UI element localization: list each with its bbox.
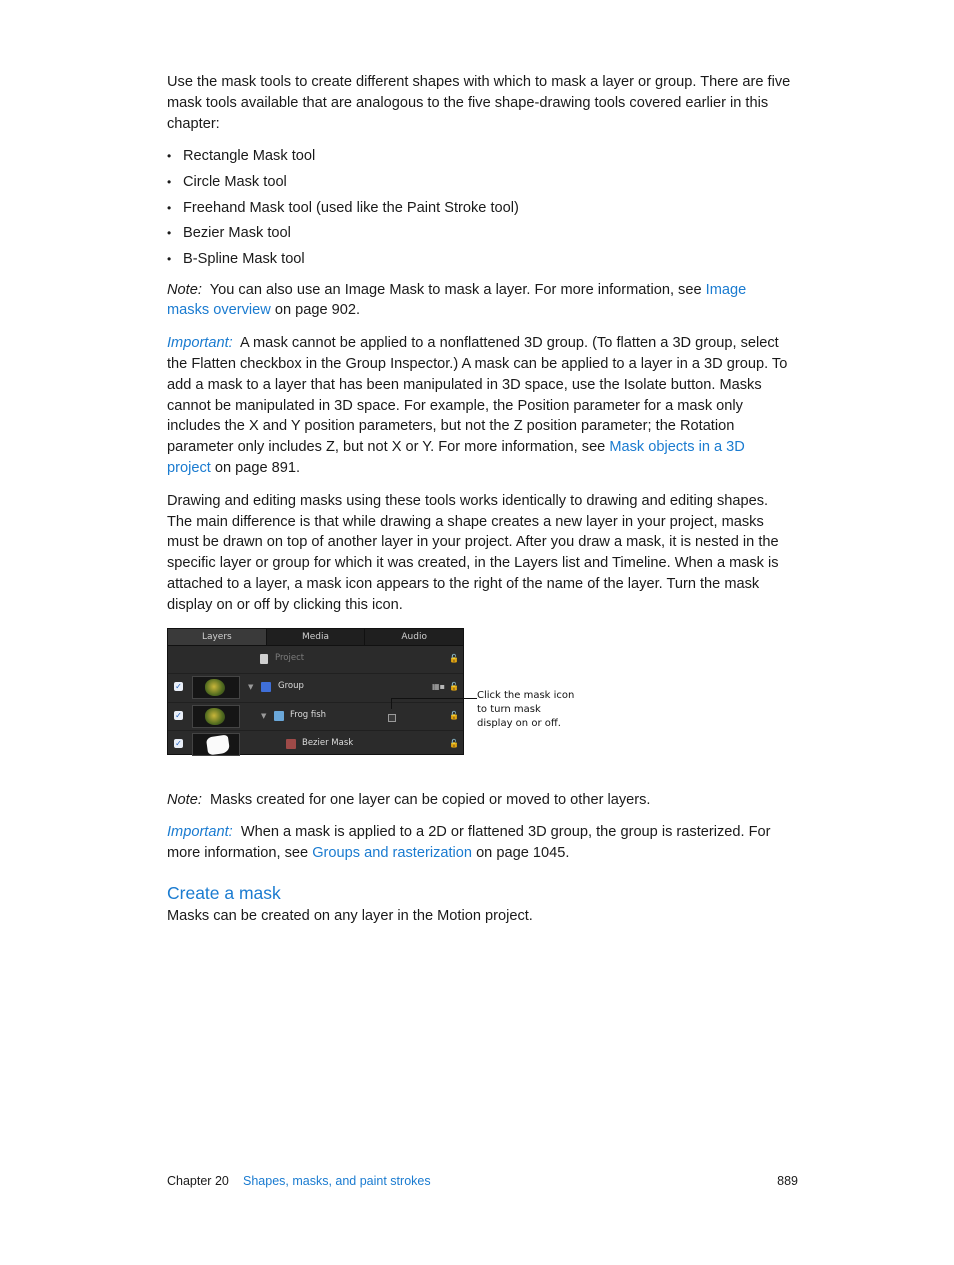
layer-checkbox[interactable]: ✓ <box>175 739 182 749</box>
disclosure-triangle-icon[interactable]: ▼ <box>261 711 267 720</box>
list-item: • Rectangle Mask tool <box>167 146 792 167</box>
layer-row-bezier-mask[interactable] <box>168 731 463 759</box>
layer-checkbox[interactable]: ✓ <box>175 682 182 692</box>
tab-audio[interactable]: Audio <box>401 631 427 642</box>
layers-panel-figure <box>167 628 792 768</box>
mask-toggle-icon[interactable] <box>388 714 396 722</box>
important-label: Important: <box>167 335 233 352</box>
frog-thumbnail-image <box>205 708 225 725</box>
list-item: • Circle Mask tool <box>167 172 792 193</box>
important-text: When a mask is applied to a 2D or flattened 3D group, the group is rasterized. For more information, see <box>167 824 771 862</box>
footer-chapter-link[interactable]: Shapes, masks, and paint strokes <box>243 1174 431 1188</box>
group-icon <box>261 682 271 692</box>
mask-shape-thumbnail <box>206 735 230 756</box>
section-heading: Create a mask <box>167 882 281 903</box>
note-copy-masks <box>167 790 792 811</box>
layer-name: Frog fish <box>290 709 327 720</box>
list-item: • B-Spline Mask tool <box>167 249 792 270</box>
callout-text: Click the mask icon to turn mask display on or off. <box>477 689 575 729</box>
note-tail: on page 902. <box>270 302 361 319</box>
section-body: Masks can be created on any layer in the Motion project. <box>167 907 533 924</box>
intro-paragraph: Use the mask tools to create different shapes with which to mask a layer or group. There are five mask tools available that are analogous to the five shape-drawing tools covered earlier in this chapter: <box>167 74 791 132</box>
layer-name: Project <box>275 652 305 663</box>
tab-layers[interactable]: Layers <box>168 629 267 645</box>
layer-name: Bezier Mask <box>302 738 354 749</box>
layer-thumbnail <box>192 733 240 756</box>
page-body <box>167 72 792 927</box>
project-icon <box>260 654 268 664</box>
lock-icon[interactable]: 🔓 <box>449 710 459 720</box>
important-tail: on page 891. <box>210 459 301 476</box>
callout-leader-line <box>391 698 477 699</box>
link-groups-rasterization[interactable]: Groups and rasterization <box>312 845 473 862</box>
disclosure-triangle-icon[interactable]: ▼ <box>248 683 254 692</box>
layer-row-frog-fish[interactable] <box>168 703 463 732</box>
drawing-paragraph: Drawing and editing masks using these tools works identically to drawing and editing shapes. The main difference is that while drawing a shape creates a new layer in your project, masks must be drawn on top of another layer in your project. After you draw a mask, it is nested in the specific layer or group for which it was created, in the Layers list and Timeline. When a mask is attached to a layer, a mask icon appears to the right of the name of the layer. Turn the mask display on or off by clicking this icon. <box>167 492 779 613</box>
link-mask-objects-3d[interactable]: Mask objects in a 3D project <box>167 439 745 476</box>
important-rasterized <box>167 822 792 864</box>
layer-thumbnail <box>192 676 240 699</box>
tab-media[interactable]: Media <box>267 629 366 645</box>
list-item: • Bezier Mask tool <box>167 223 792 244</box>
footer-chapter: Chapter 20 <box>167 1174 229 1188</box>
note-label: Note: <box>167 791 202 808</box>
page-number: 889 <box>777 1174 798 1188</box>
layer-checkbox[interactable]: ✓ <box>175 710 182 720</box>
group-options-icon[interactable]: ▦▪ <box>432 682 445 692</box>
important-text: A mask cannot be applied to a nonflattened 3D group. (To flatten a 3D group, select the Flatten checkbox in the Group Inspector.) A mask can be applied to a layer in a 3D group. To add a mask to a layer that has been manipulated in 3D space, use the Isolate button. Masks cannot be manipulated in 3D space. For example, the Position parameter for a mask only includes the X and Y position parameters, but not the Z position parameter; the Rotation parameter only includes Z, but not X or Y. For more information, see <box>167 335 788 456</box>
mask-tools-list <box>167 146 792 269</box>
mask-layer-icon <box>286 739 296 749</box>
layer-name: Group <box>278 681 304 692</box>
note-image-mask <box>167 280 792 322</box>
lock-icon[interactable]: 🔓 <box>449 682 459 692</box>
important-label: Important: <box>167 824 233 841</box>
note-text: You can also use an Image Mask to mask a layer. For more information, see <box>209 281 706 298</box>
link-image-masks-overview[interactable]: Image masks overview <box>167 281 747 319</box>
important-tail: on page 1045. <box>472 845 570 862</box>
image-layer-icon <box>274 711 284 721</box>
lock-icon[interactable]: 🔓 <box>449 739 459 749</box>
layer-row-project[interactable] <box>168 646 463 675</box>
note-text: Masks created for one layer can be copied or moved to other layers. <box>210 791 651 808</box>
frog-thumbnail-image <box>205 679 225 696</box>
list-item: • Freehand Mask tool (used like the Paint Stroke tool) <box>167 198 792 219</box>
layers-panel <box>167 628 464 755</box>
panel-tabs <box>168 629 463 646</box>
callout-leader-line <box>391 698 392 709</box>
note-label: Note: <box>167 281 202 298</box>
important-3d-group <box>167 333 792 479</box>
lock-icon[interactable]: 🔓 <box>449 653 459 663</box>
layer-thumbnail <box>192 705 240 728</box>
